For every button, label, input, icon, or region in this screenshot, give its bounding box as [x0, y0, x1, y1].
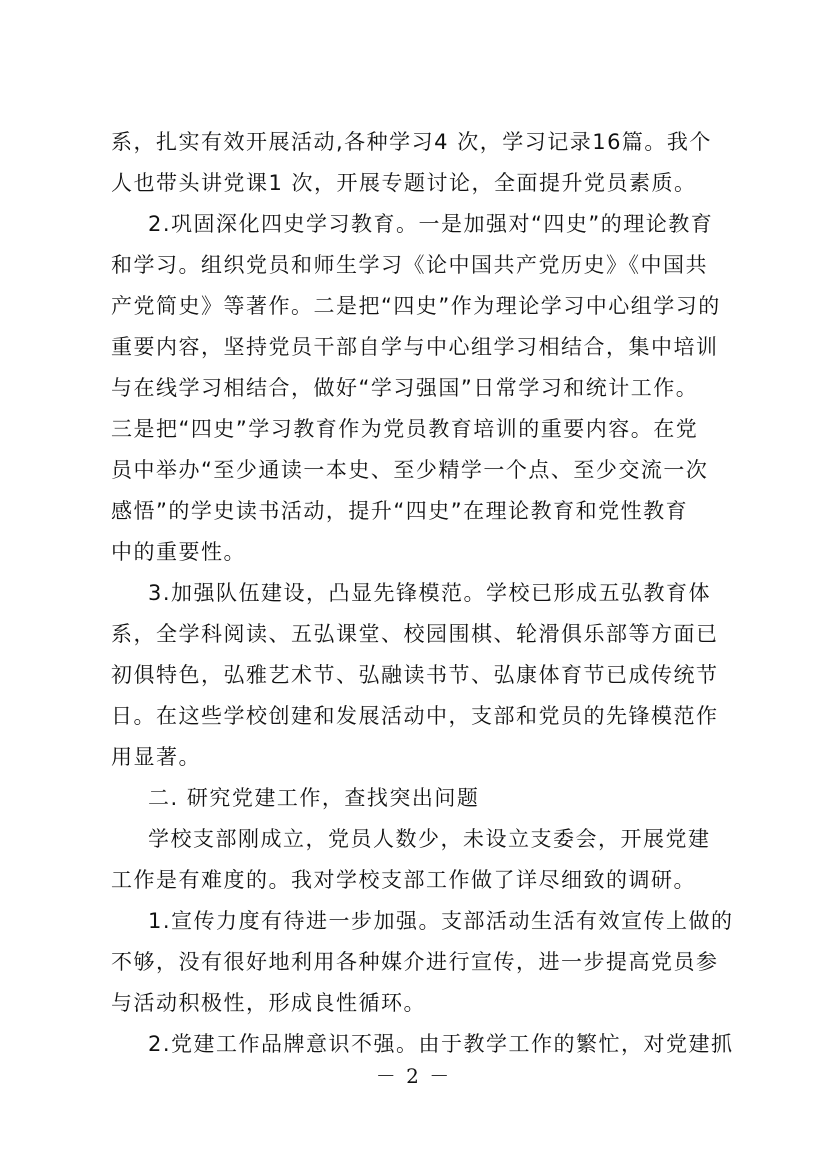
text-line-19: 工作是有难度的。我对学校支部工作做了详尽细致的调研。	[111, 868, 696, 892]
section-heading: 二. 研究党建工作，查找突出问题	[148, 786, 480, 810]
text-line-1: 系，扎实有效开展活动,各种学习4 次，学习记录16篇。我个	[111, 130, 712, 154]
text-line-9: 员中举办“至少通读一本史、至少精学一个点、至少交流一次	[111, 458, 709, 482]
text-line-12: 3.加强队伍建设，凸显先锋模范。学校已形成五弘教育体	[148, 581, 712, 605]
text-line-6: 重要内容，坚持党员干部自学与中心组学习相结合，集中培训	[111, 335, 719, 359]
text-line-2: 人也带头讲党课1 次，开展专题讨论，全面提升党员素质。	[111, 171, 697, 195]
page-number: － 2 －	[375, 1064, 452, 1088]
text-line-4: 和学习。组织党员和师生学习《论中国共产党历史》《中国共	[111, 253, 708, 277]
text-line-16: 用显著。	[111, 745, 201, 769]
text-line-20: 1.宣传力度有待进一步加强。支部活动生活有效宣传上做的	[148, 909, 734, 933]
text-line-18: 学校支部刚成立，党员人数少，未设立支委会，开展党建	[148, 827, 711, 851]
text-line-22: 与活动积极性，形成良性循环。	[111, 991, 426, 1015]
text-line-8: 三是把“四史”学习教育作为党员教育培训的重要内容。在党	[111, 417, 699, 441]
text-line-23: 2.党建工作品牌意识不强。由于教学工作的繁忙，对党建抓	[148, 1032, 734, 1056]
text-line-5: 产党简史》等著作。二是把“四史”作为理论学习中心组学习的	[111, 294, 721, 318]
text-line-7: 与在线学习相结合，做好“学习强国”日常学习和统计工作。	[111, 376, 699, 400]
text-line-21: 不够，没有很好地利用各种媒介进行宣传，进一步提高党员参	[111, 950, 719, 974]
text-line-15: 日。在这些学校创建和发展活动中，支部和党员的先锋模范作	[111, 704, 719, 728]
text-line-10: 感悟”的学史读书活动，提升“四史”在理论教育和党性教育	[111, 499, 689, 523]
text-line-3: 2.巩固深化四史学习教育。一是加强对“四史”的理论教育	[148, 212, 714, 236]
text-line-14: 初俱特色，弘雅艺术节、弘融读书节、弘康体育节已成传统节	[111, 663, 719, 687]
text-line-13: 系，全学科阅读、五弘课堂、校园围棋、轮滑俱乐部等方面已	[111, 622, 719, 646]
text-line-11: 中的重要性。	[111, 540, 246, 564]
